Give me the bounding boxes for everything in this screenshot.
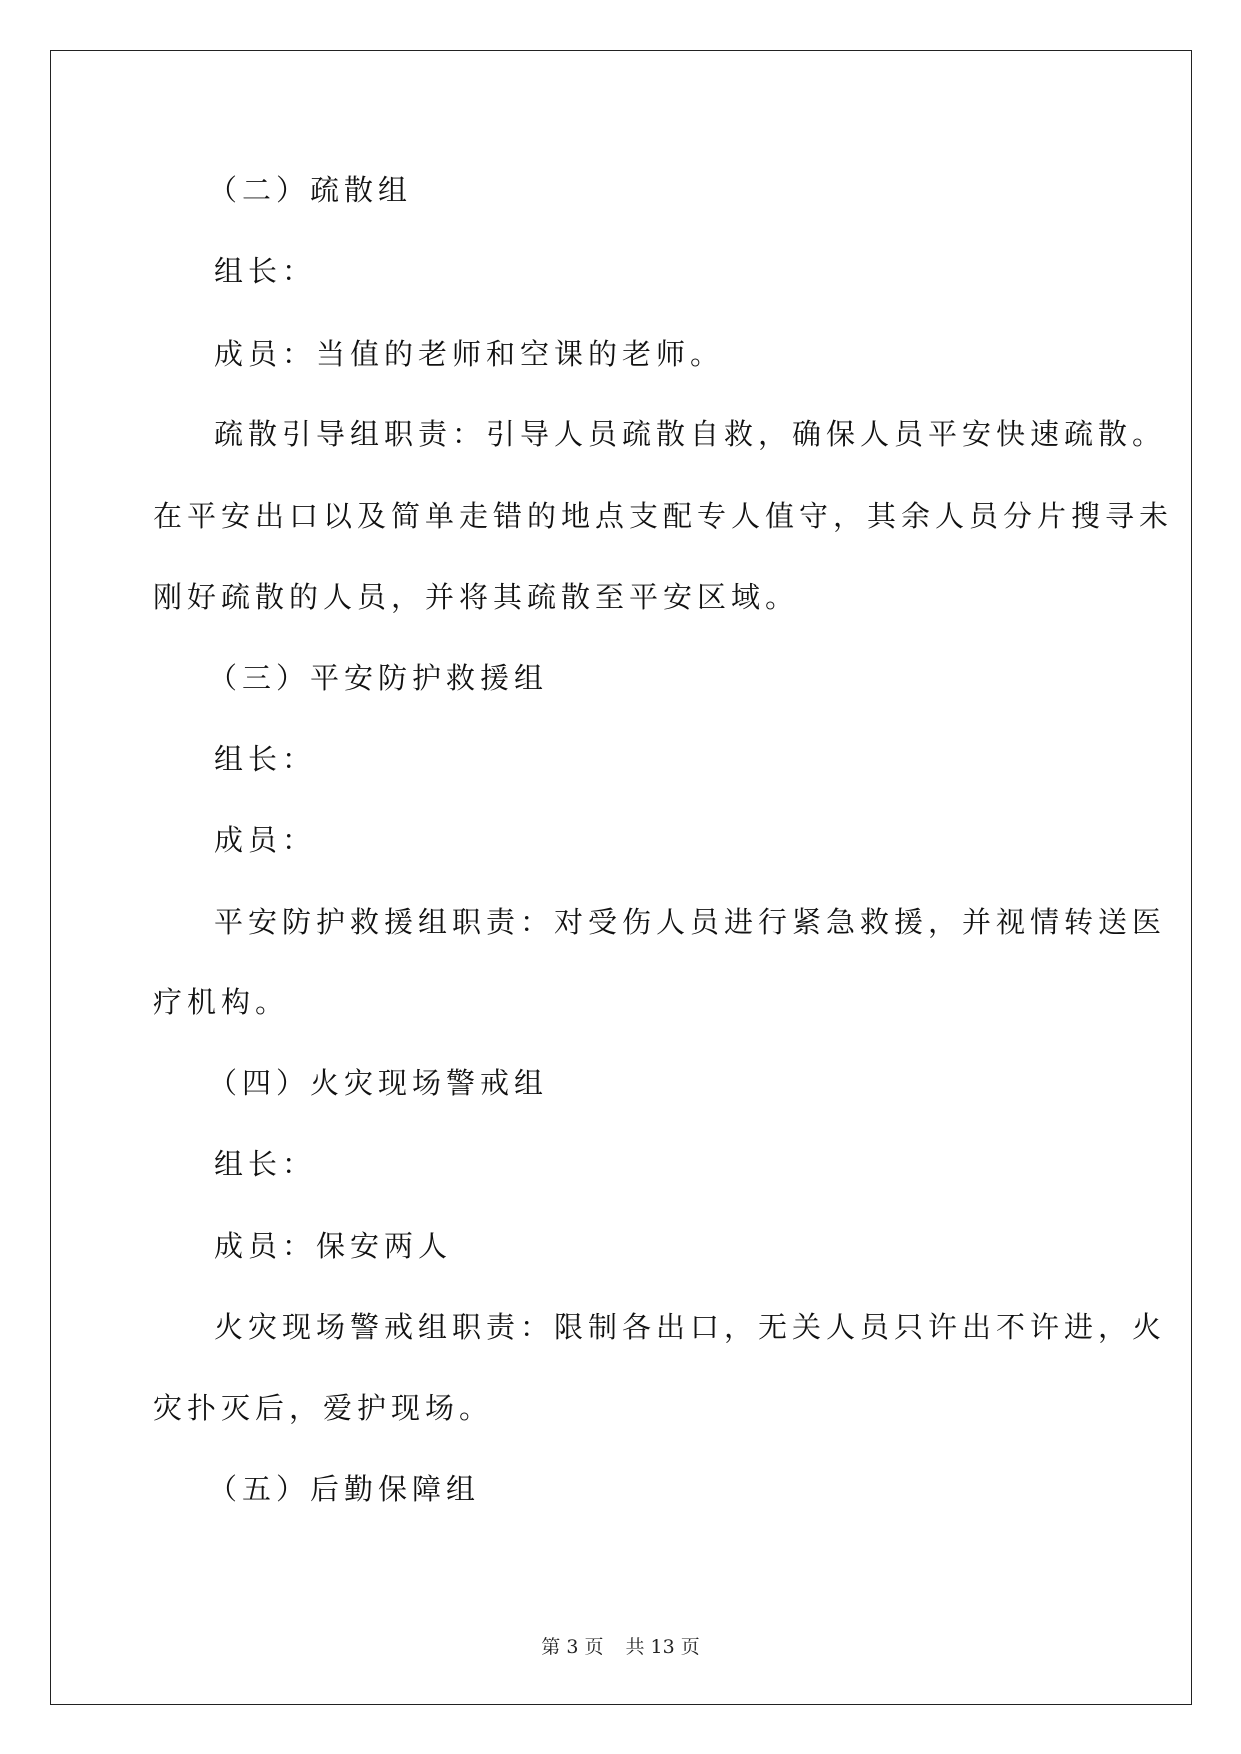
- duty-paragraph-line: 平安防护救援组职责：对受伤人员进行紧急救援，并视情转送医: [214, 905, 1167, 939]
- section-heading-evacuation: （二）疏散组: [208, 173, 413, 207]
- section-heading-rescue: （三）平安防护救援组: [208, 661, 549, 695]
- duty-paragraph-line: 疗机构。: [153, 985, 290, 1019]
- leader-line: 组长：: [214, 254, 317, 288]
- section-heading-logistics: （五）后勤保障组: [208, 1472, 481, 1506]
- page-border: [50, 50, 1192, 1705]
- page-total: 共 13 页: [625, 1636, 700, 1658]
- section-heading-guard: （四）火灾现场警戒组: [208, 1066, 549, 1100]
- page-footer: [0, 1632, 1241, 1659]
- duty-paragraph-line: 刚好疏散的人员，并将其疏散至平安区域。: [153, 580, 800, 614]
- duty-paragraph-line: 火灾现场警戒组职责：限制各出口，无关人员只许出不许进，火: [214, 1310, 1167, 1344]
- leader-line: 组长：: [214, 1147, 317, 1181]
- members-line: 成员：当值的老师和空课的老师。: [214, 337, 725, 371]
- duty-paragraph-line: 疏散引导组职责：引导人员疏散自救，确保人员平安快速疏散。: [214, 417, 1167, 451]
- page-number: 第 3 页: [541, 1636, 604, 1658]
- duty-paragraph-line: 在平安出口以及简单走错的地点支配专人值守，其余人员分片搜寻未: [153, 499, 1174, 533]
- members-line: 成员：保安两人: [214, 1229, 453, 1263]
- duty-paragraph-line: 灾扑灭后，爱护现场。: [153, 1391, 494, 1425]
- members-line: 成员：: [214, 823, 317, 857]
- leader-line: 组长：: [214, 742, 317, 776]
